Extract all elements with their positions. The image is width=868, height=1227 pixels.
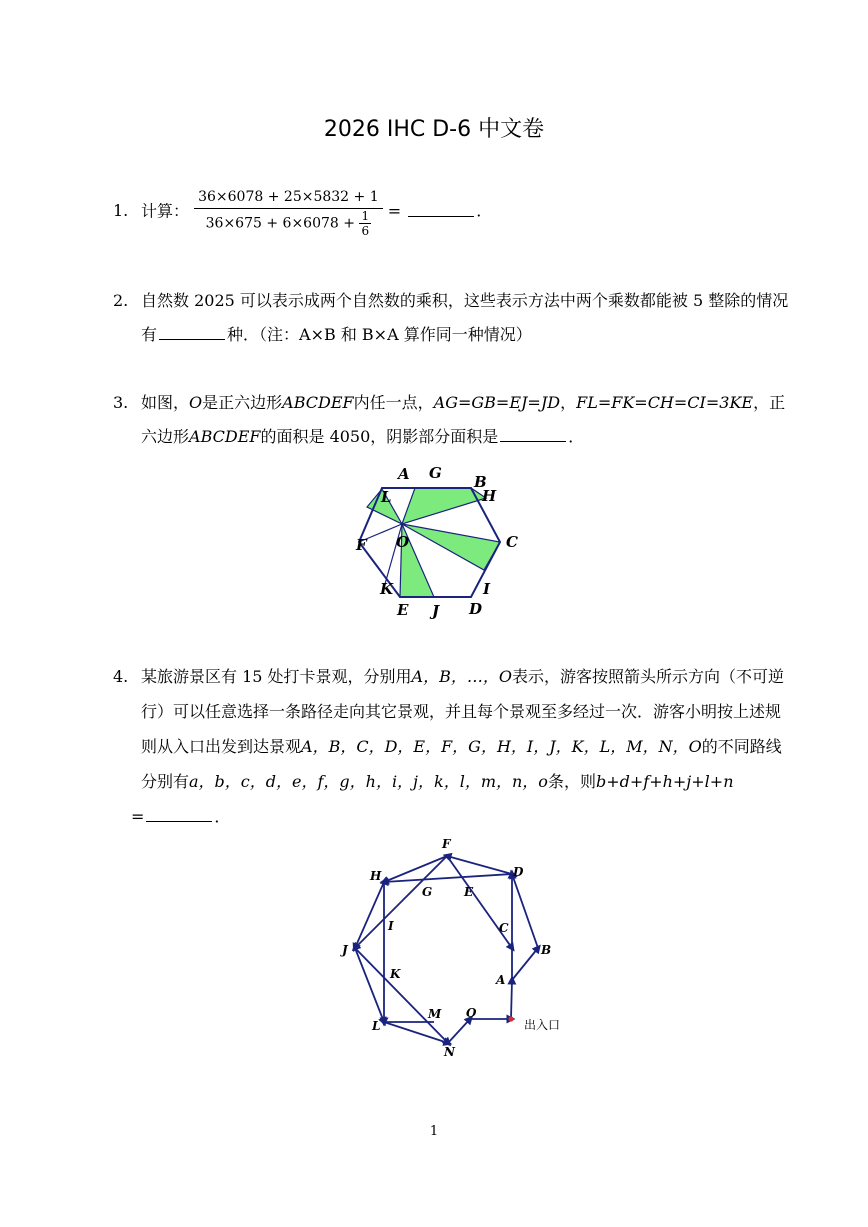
answer-blank: [146, 807, 212, 822]
q3-text: ，正六边形: [141, 393, 786, 446]
q1-den-frac-num: 1: [361, 209, 370, 223]
q1-den-frac-den: 6: [361, 224, 370, 238]
node-label: C: [499, 921, 509, 935]
q3-var: ABCDEF: [282, 393, 354, 412]
node-label: F: [442, 837, 451, 851]
q4-text: 的不同路线分别有: [141, 737, 782, 791]
q3-text: ，: [560, 393, 577, 412]
q1-den-prefix: 36×675 + 6×6078 +: [205, 215, 355, 232]
q1-den-fraction: [359, 209, 371, 238]
vertex-label: H: [482, 487, 497, 505]
entrance-marker: [508, 1016, 513, 1021]
question-1: [113, 186, 793, 238]
node-label: B: [541, 943, 552, 957]
vertex-label: J: [432, 602, 440, 620]
vertex-label: F: [356, 536, 367, 554]
answer-blank: [408, 202, 474, 217]
vertex-label: O: [396, 533, 410, 551]
q4-expression: b+d+f+h+j+l+n: [595, 772, 734, 791]
q1-tail: .: [476, 201, 482, 221]
q3-tail: ．: [568, 427, 585, 446]
q3-equation: AG=GB=EJ=JD: [433, 393, 561, 412]
question-number: 3.: [113, 393, 129, 412]
vertex-label: B: [474, 473, 487, 491]
q3-text: 是正六边形: [202, 393, 283, 412]
q4-tail: ．: [214, 807, 231, 826]
question-number: 4.: [113, 667, 129, 686]
answer-blank: [159, 325, 225, 340]
q4-equals: =: [131, 807, 145, 826]
entrance-label: 出入口: [524, 1018, 561, 1032]
q1-label: 计算：: [141, 201, 190, 221]
q3-equation: FL=FK=CH=CI=3KE: [576, 393, 754, 412]
question-2: [113, 284, 793, 352]
q2-text-1: 自然数 2025 可以表示成两个自然数的乘积，这些表示方法中两个乘数都能被 5 整除的情况有: [141, 291, 789, 344]
node-label: I: [388, 919, 394, 933]
vertex-label: L: [381, 488, 392, 506]
vertex-label: A: [398, 465, 410, 483]
q1-fraction: [194, 186, 383, 238]
vertex-label: D: [469, 600, 483, 618]
q4-vars: A，B，C，D，E，F，G，H，I，J，K，L，M，N，O: [301, 737, 702, 756]
q3-text: 如图，: [141, 393, 190, 412]
q1-numerator: 36×6078 + 25×5832 + 1: [194, 186, 383, 209]
route-graph: [330, 830, 590, 1065]
node-label: M: [428, 1007, 442, 1021]
q4-text: 某旅游景区有 15 处打卡景观，分别用: [141, 667, 412, 686]
vertex-label: G: [429, 464, 442, 482]
node-label: N: [444, 1045, 455, 1059]
node-label: L: [372, 1019, 381, 1033]
vertex-label: E: [397, 601, 409, 619]
page-number: 1: [429, 1124, 439, 1139]
question-3: [113, 386, 793, 454]
node-label: D: [513, 865, 524, 879]
page-title: 2026 IHC D-6 中文卷: [323, 117, 545, 142]
q3-var: O: [189, 393, 203, 412]
node-label: H: [370, 869, 382, 883]
q1-denominator: [194, 209, 383, 238]
hexagon-figure: [340, 460, 540, 625]
question-number: 2.: [113, 291, 129, 310]
q3-text: 的面积是 4050，阴影部分面积是: [260, 427, 499, 446]
q4-vars: A，B，…，O: [411, 667, 512, 686]
vertex-label: I: [483, 580, 491, 598]
question-number: 1.: [113, 201, 129, 220]
q2-text-2: 种．（注：A×B 和 B×A 算作同一种情况）: [227, 325, 532, 344]
q3-text: 内任一点，: [353, 393, 434, 412]
q1-equals: =: [387, 201, 402, 221]
node-label: K: [390, 967, 401, 981]
vertex-label: C: [506, 533, 518, 551]
vertex-label: K: [380, 580, 394, 598]
q4-vars: a，b，c，d，e，f，g，h，i，j，k，l，m，n，o: [189, 772, 548, 791]
node-labels: [340, 837, 551, 1059]
q4-text: 条，则: [547, 772, 596, 791]
node-label: G: [422, 885, 433, 899]
node-label: O: [466, 1006, 477, 1020]
question-4: [113, 659, 793, 834]
q3-var: ABCDEF: [189, 427, 261, 446]
route-edges: [355, 856, 538, 1043]
q4-text: 表示，游客按照箭头所示方向（不可逆行）可以任意选择一条路径走向其它景观，并且每个景观至多经过一次．游客小明按上述规则从入口出发到达景观: [141, 667, 784, 756]
node-label: J: [342, 943, 348, 957]
node-label: A: [496, 973, 506, 987]
node-label: E: [464, 885, 474, 899]
answer-blank: [500, 427, 566, 442]
